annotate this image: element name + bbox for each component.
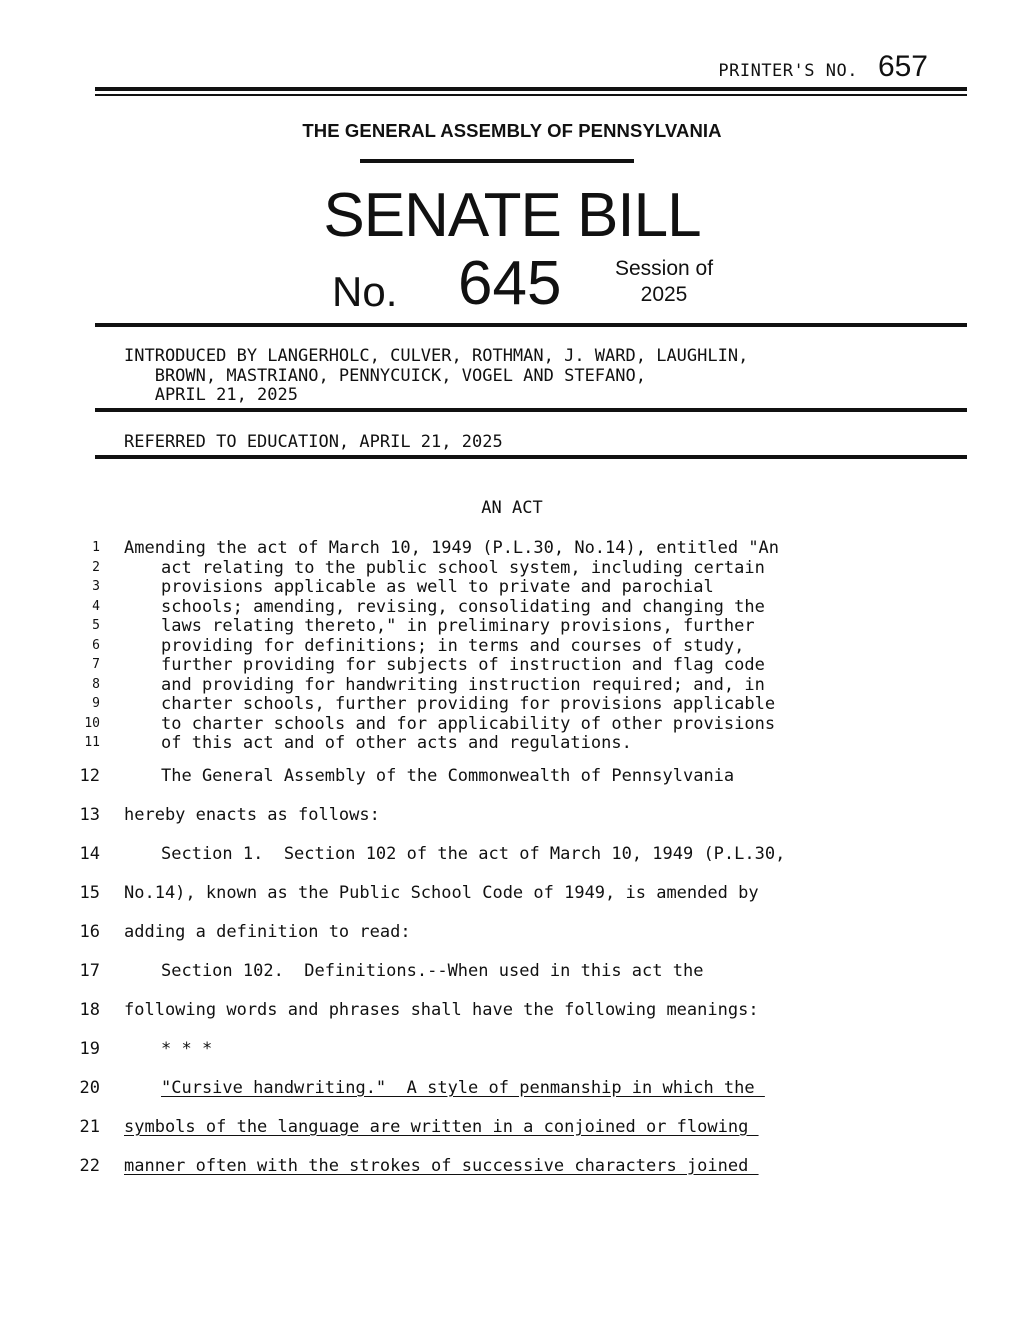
line-text: following words and phrases shall have the following meanings: <box>124 1000 759 1020</box>
line-number: 1 <box>92 540 100 555</box>
body-line <box>0 1000 1024 1024</box>
line-text: to charter schools and for applicability of other provisions <box>161 713 776 734</box>
body-line <box>0 961 1024 985</box>
printers-number-value: 657 <box>877 50 928 83</box>
printers-number <box>718 50 928 84</box>
line-number: 9 <box>92 696 100 711</box>
line-text: laws relating thereto," in preliminary provisions, further <box>161 616 755 636</box>
line-text: schools; amending, revising, consolidating and changing the <box>161 596 765 617</box>
title-line <box>0 616 1024 636</box>
header-rule-top <box>95 87 967 91</box>
line-text: providing for definitions; in terms and courses of study, <box>161 635 745 656</box>
title-line <box>0 655 1024 675</box>
line-text: of this act and of other acts and regulations. <box>161 733 632 753</box>
header-rule-bottom <box>95 323 967 327</box>
bill-type-title: SENATE BILL <box>323 181 701 250</box>
introduced-line: APRIL 21, 2025 <box>124 385 298 405</box>
line-number: 8 <box>92 676 100 692</box>
body-line <box>0 1156 1024 1180</box>
title-line <box>0 733 1024 753</box>
referred-to-committee: REFERRED TO EDUCATION, APRIL 21, 2025 <box>124 432 503 452</box>
title-line <box>0 597 1024 617</box>
assembly-underline <box>360 159 634 163</box>
line-text: and providing for handwriting instruction required; and, in <box>161 674 765 695</box>
title-line <box>0 538 1024 558</box>
line-text: further providing for subjects of instruction and flag code <box>161 655 765 675</box>
line-text: provisions applicable as well to private and parochial <box>161 577 714 597</box>
title-line <box>0 714 1024 734</box>
line-number: 7 <box>92 657 100 672</box>
body-line <box>0 1039 1024 1063</box>
line-text: The General Assembly of the Commonwealth of Pennsylvania <box>161 766 735 786</box>
line-number: 13 <box>79 805 100 825</box>
line-number: 16 <box>79 922 100 942</box>
body-line <box>0 1117 1024 1141</box>
session-year: 2025 <box>640 283 688 306</box>
assembly-heading: THE GENERAL ASSEMBLY OF PENNSYLVANIA <box>302 120 722 141</box>
line-number: 20 <box>79 1078 100 1098</box>
line-number: 4 <box>92 598 100 614</box>
body-line <box>0 844 1024 868</box>
line-text: act relating to the public school system, including certain <box>161 557 765 578</box>
line-number: 5 <box>92 618 100 633</box>
line-text-inserted: manner often with the strokes of successive characters joined <box>124 1156 759 1176</box>
title-line <box>0 577 1024 597</box>
introduced-line: BROWN, MASTRIANO, PENNYCUICK, VOGEL AND STEFANO, <box>124 365 646 386</box>
introduced-by-block <box>124 347 748 406</box>
line-number: 22 <box>79 1156 100 1176</box>
line-number: 11 <box>84 735 100 750</box>
line-number: 12 <box>79 766 100 786</box>
line-number: 15 <box>79 883 100 903</box>
body-line <box>0 1078 1024 1102</box>
line-number: 21 <box>79 1117 100 1137</box>
line-text-inserted: symbols of the language are written in a conjoined or flowing <box>124 1117 759 1137</box>
line-number: 10 <box>84 715 100 731</box>
introduced-rule <box>95 408 967 412</box>
line-text: adding a definition to read: <box>124 922 411 942</box>
line-text: * * * <box>161 1039 213 1059</box>
line-number: 2 <box>92 559 100 575</box>
title-line <box>0 694 1024 714</box>
body-line <box>0 883 1024 907</box>
bill-number: 645 <box>458 249 562 318</box>
body-line <box>0 805 1024 829</box>
line-number: 14 <box>79 844 100 864</box>
an-act-heading: AN ACT <box>481 498 543 518</box>
session-info <box>606 256 722 308</box>
title-line <box>0 675 1024 695</box>
line-number: 3 <box>92 579 100 594</box>
line-text: Section 1. Section 102 of the act of March 10, 1949 (P.L.30, <box>161 844 786 864</box>
line-number: 6 <box>92 637 100 653</box>
printers-number-label: PRINTER'S NO. <box>718 61 858 81</box>
bill-number-label: No. <box>332 268 398 315</box>
session-label: Session of <box>614 257 714 280</box>
line-text: No.14), known as the Public School Code of 1949, is amended by <box>124 883 759 903</box>
line-number: 17 <box>79 961 100 981</box>
line-number: 18 <box>79 1000 100 1020</box>
line-text-inserted: "Cursive handwriting." A style of penmanship in which the <box>161 1078 765 1098</box>
referred-rule <box>95 455 967 459</box>
title-line <box>0 558 1024 578</box>
title-line <box>0 636 1024 656</box>
introduced-line: INTRODUCED BY LANGERHOLC, CULVER, ROTHMAN, J. WARD, LAUGHLIN, <box>124 346 749 366</box>
line-text: charter schools, further providing for provisions applicable <box>161 694 776 714</box>
header-rule-top-thin <box>95 94 967 96</box>
body-line <box>0 766 1024 790</box>
line-text: Amending the act of March 10, 1949 (P.L.30, No.14), entitled "An <box>124 538 780 558</box>
line-text: Section 102. Definitions.--When used in this act the <box>161 961 704 981</box>
line-number: 19 <box>79 1039 100 1059</box>
body-line <box>0 922 1024 946</box>
line-text: hereby enacts as follows: <box>124 805 380 825</box>
